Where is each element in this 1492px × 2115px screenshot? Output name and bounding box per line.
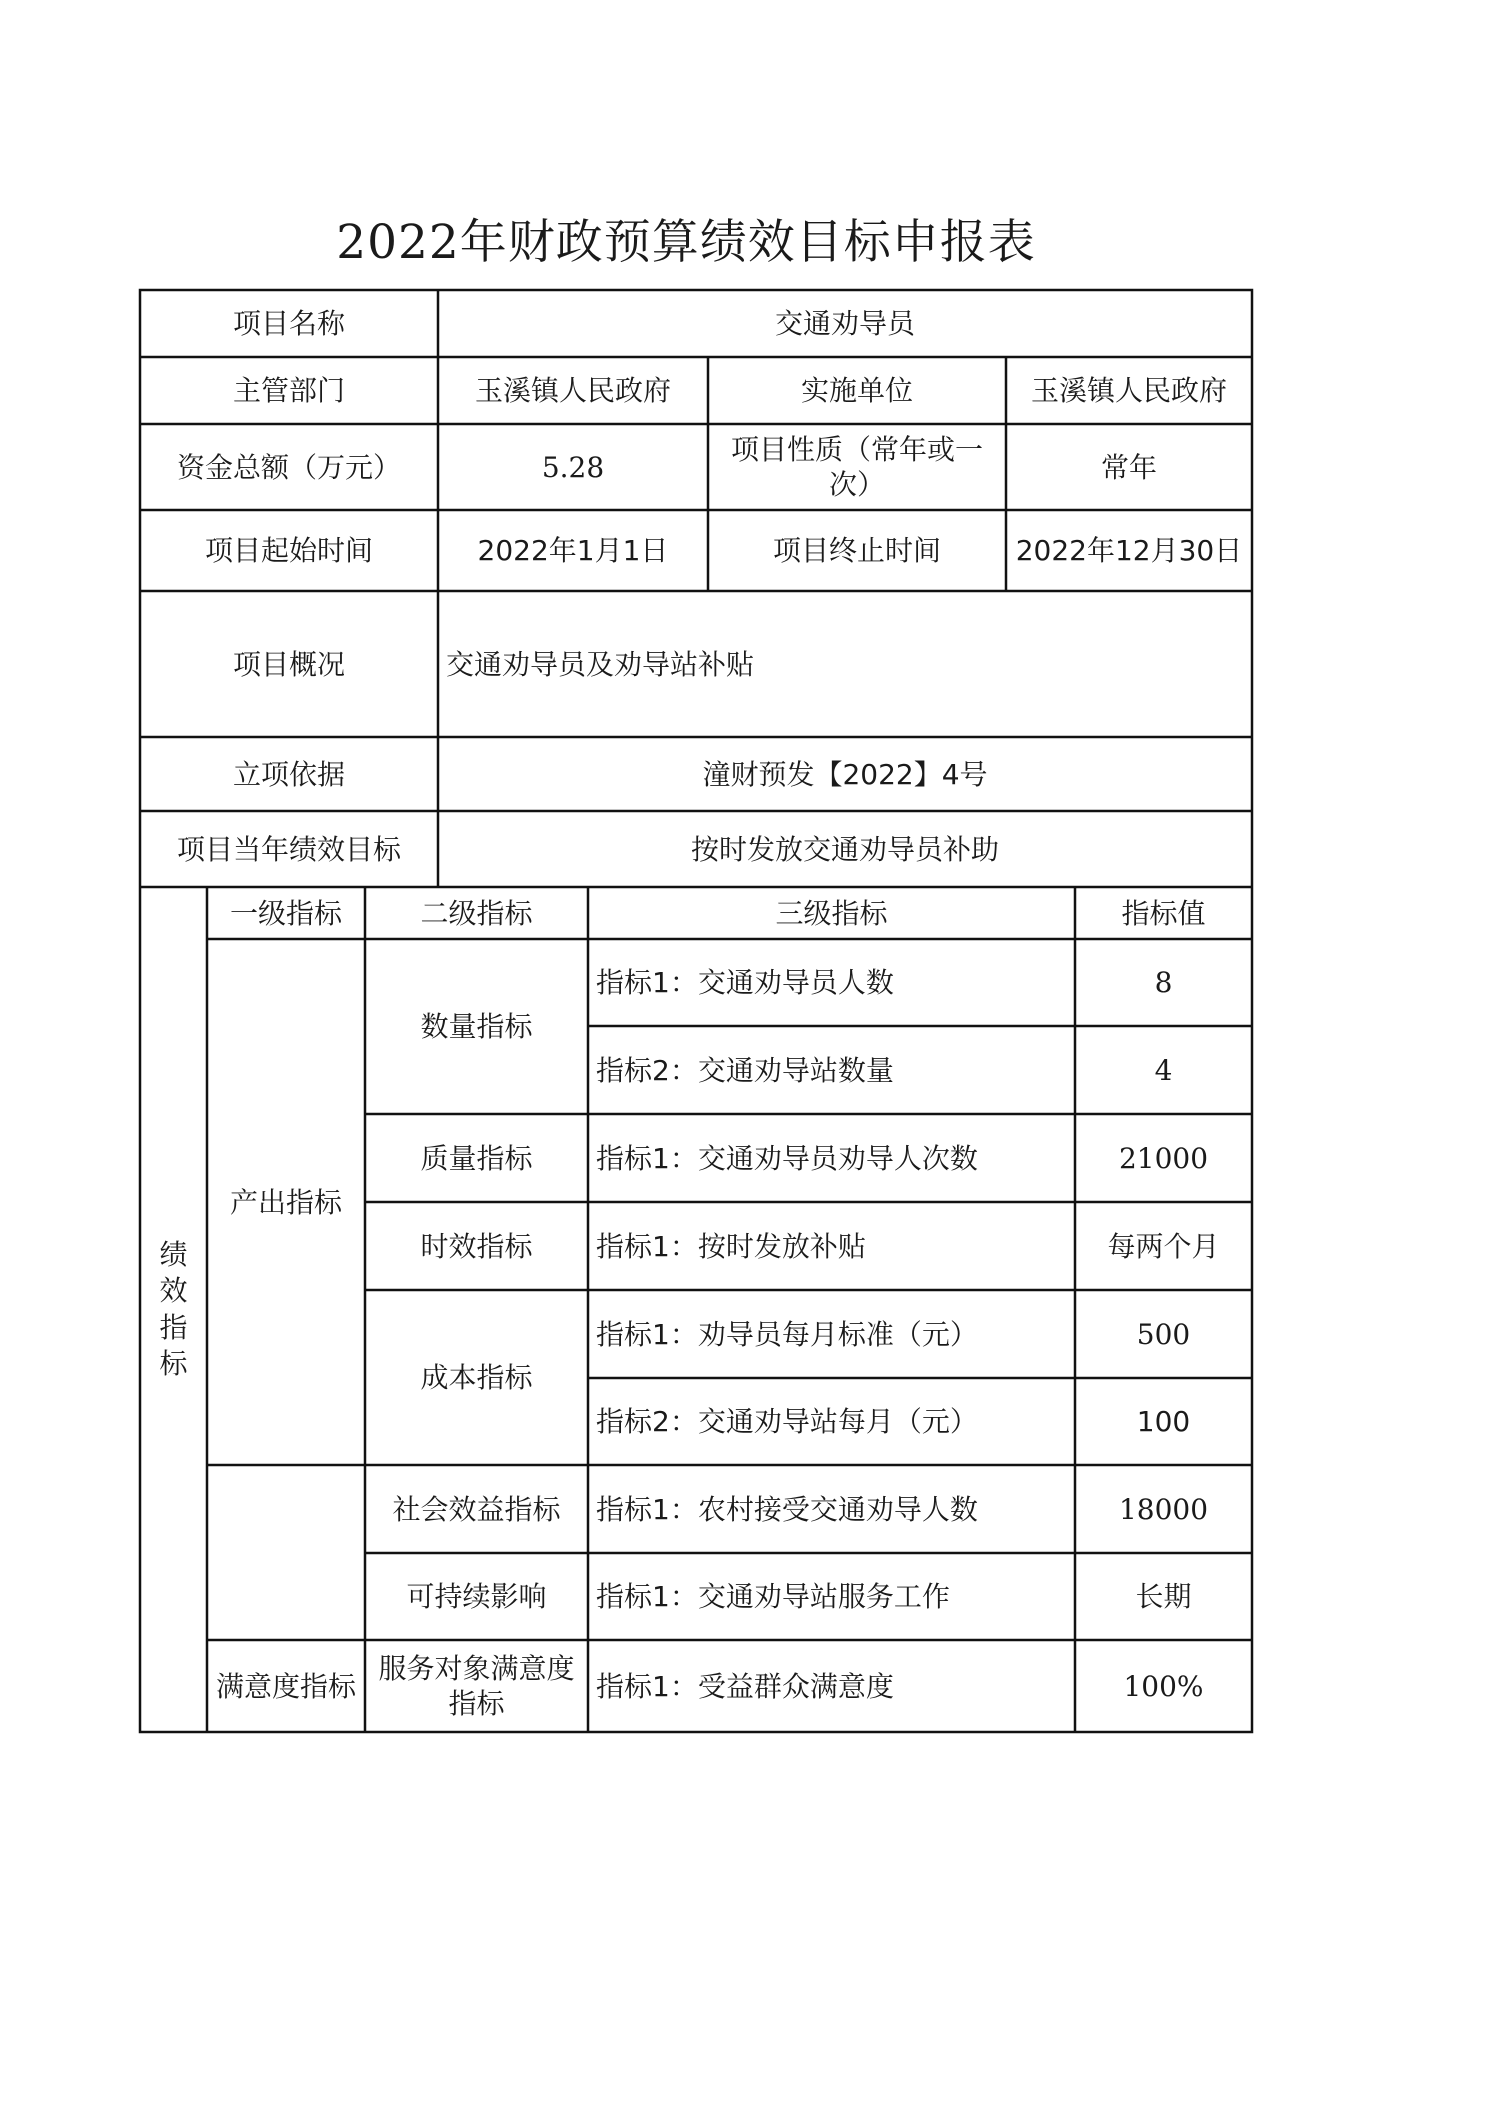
header-level2: 二级指标 xyxy=(420,896,533,930)
section-label-char: 指 xyxy=(159,1310,188,1344)
level2-timeliness: 时效指标 xyxy=(420,1229,533,1263)
indicator-value: 长期 xyxy=(1135,1580,1192,1613)
dept-value: 玉溪镇人民政府 xyxy=(474,374,671,407)
indicator-name: 指标2：交通劝导站数量 xyxy=(596,1053,894,1087)
start-value: 2022年1月1日 xyxy=(477,534,669,567)
indicator-name: 指标1：受益群众满意度 xyxy=(596,1669,894,1703)
unit-label: 实施单位 xyxy=(800,374,913,407)
section-label-char: 绩 xyxy=(159,1237,188,1271)
level1-satisfaction: 满意度指标 xyxy=(215,1669,356,1703)
fund-value: 5.28 xyxy=(541,450,605,484)
indicator-name: 指标1：农村接受交通劝导人数 xyxy=(596,1492,978,1526)
section-label-char: 效 xyxy=(159,1274,188,1308)
header-level1: 一级指标 xyxy=(229,896,342,930)
section-label-char: 标 xyxy=(159,1346,188,1380)
indicator-name: 指标1：交通劝导员人数 xyxy=(596,966,894,999)
overview-label: 项目概况 xyxy=(232,647,345,681)
basis-label: 立项依据 xyxy=(232,757,345,791)
page-title: 2022年财政预算绩效目标申报表 xyxy=(336,215,1036,270)
nature-label: 项目性质（常年或一次） xyxy=(730,433,983,501)
level2-social-benefit: 社会效益指标 xyxy=(392,1492,561,1526)
indicator-value: 18000 xyxy=(1118,1492,1209,1526)
indicator-value: 500 xyxy=(1136,1317,1191,1351)
overview-value: 交通劝导员及劝导站补贴 xyxy=(446,647,755,681)
unit-value: 玉溪镇人民政府 xyxy=(1030,374,1227,407)
level2-sustainability: 可持续影响 xyxy=(406,1580,547,1613)
project-name-label: 项目名称 xyxy=(232,307,345,340)
indicator-name: 指标1：交通劝导员劝导人次数 xyxy=(596,1141,978,1175)
level1-output: 产出指标 xyxy=(229,1185,342,1219)
level2-service-satisfaction: 服务对象满意度指标 xyxy=(378,1652,575,1720)
header-level3: 三级指标 xyxy=(775,896,888,930)
section-label-performance-indicators xyxy=(140,887,207,1732)
end-label: 项目终止时间 xyxy=(772,534,941,567)
indicator-value: 21000 xyxy=(1118,1141,1209,1175)
indicator-value: 4 xyxy=(1154,1053,1173,1087)
goal-label: 项目当年绩效目标 xyxy=(176,832,401,866)
indicator-name: 指标1：按时发放补贴 xyxy=(596,1229,866,1263)
indicator-name: 指标2：交通劝导站每月（元） xyxy=(596,1405,978,1438)
level2-cost: 成本指标 xyxy=(420,1361,533,1394)
project-name-value: 交通劝导员 xyxy=(774,307,915,340)
end-value: 2022年12月30日 xyxy=(1015,534,1243,567)
level1-effect xyxy=(207,1465,365,1640)
dept-label: 主管部门 xyxy=(232,374,345,407)
indicator-value: 100% xyxy=(1123,1669,1204,1703)
level2-quantity: 数量指标 xyxy=(420,1010,533,1043)
fund-label: 资金总额（万元） xyxy=(176,450,401,484)
header-value: 指标值 xyxy=(1121,896,1206,930)
nature-value: 常年 xyxy=(1100,450,1157,484)
indicator-value: 每两个月 xyxy=(1107,1229,1220,1263)
indicator-value: 8 xyxy=(1154,966,1173,999)
basis-value: 潼财预发【2022】4号 xyxy=(702,757,988,791)
indicator-value: 100 xyxy=(1136,1405,1191,1438)
start-label: 项目起始时间 xyxy=(204,534,373,567)
indicator-name: 指标1：劝导员每月标准（元） xyxy=(596,1317,978,1351)
goal-value: 按时发放交通劝导员补助 xyxy=(690,832,999,866)
indicator-name: 指标1：交通劝导站服务工作 xyxy=(596,1580,950,1613)
level2-quality: 质量指标 xyxy=(420,1141,533,1175)
